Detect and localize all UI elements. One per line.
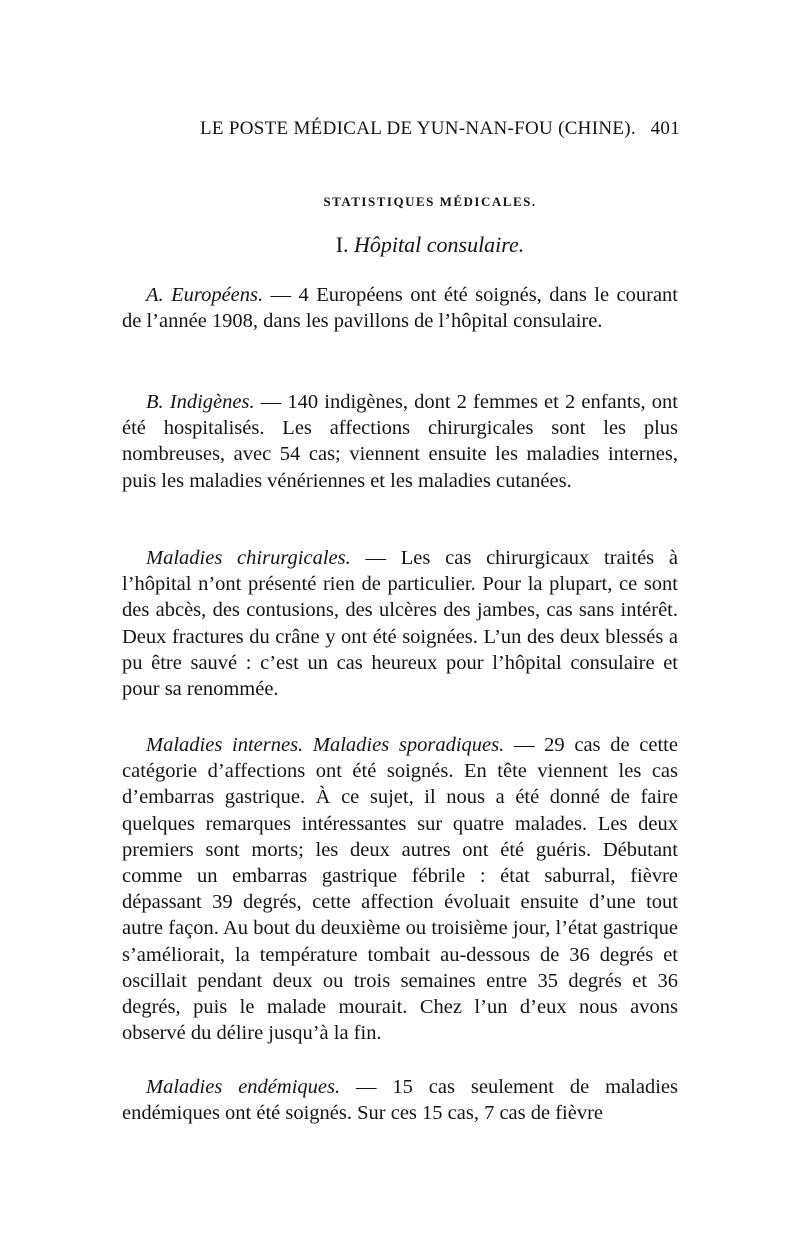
sub-heading xyxy=(0,232,800,258)
paragraph-label: Maladies internes. Maladies sporadiques. xyxy=(146,734,505,756)
paragraph-label: A. Européens. xyxy=(146,284,264,306)
paragraph-label: B. Indigènes. xyxy=(146,391,255,413)
paragraph-maladies-endemiques xyxy=(122,1074,678,1126)
paragraph-text: — 140 indigènes, dont 2 femmes et 2 enfants, ont été hospitalisés. Les affections chirurgicales sont les plus nombreuses, avec 54 cas; viennent ensuite les maladies internes, puis les maladies vénériennes et les maladies cutanées. xyxy=(122,391,678,492)
paragraph-text: — 29 cas de cette catégorie d’affections ont été soignés. En tête viennent les cas d’embarras gastrique. À ce sujet, il nous a été donné de faire quelques remarques intéressantes sur quatre malades. Les deux premiers sont morts; les deux autres ont été guéris. Débutant comme un embarras gastrique fébrile : état saburral, fièvre dépassant 39 degrés, cette affection évoluait ensuite d’une tout autre façon. Au bout du deuxième ou troisième jour, l’état gastrique s’améliorait, la température tombait au-dessous de 36 degrés et oscillait pendant deux ou trois semaines entre 35 degrés et 36 degrés, puis le malade mourait. Chez l’un d’eux nous avons observé du délire jusqu’à la fin. xyxy=(122,734,678,1045)
running-title: LE POSTE MÉDICAL DE YUN-NAN-FOU (CHINE). xyxy=(200,118,636,139)
paragraph-text: — Les cas chirurgicaux traités à l’hôpital n’ont présenté rien de particulier. Pour la plupart, ce sont des abcès, des contusions, des ulcères des jambes, cas sans intérêt. Deux fractures du crâne y ont été soignées. L’un des deux blessés a pu être sauvé : c’est un cas heureux pour l’hôpital consulaire et pour sa renommée. xyxy=(122,547,678,701)
paragraph-maladies-internes xyxy=(122,732,678,1046)
running-header xyxy=(200,118,680,140)
paragraph-label: Maladies chirurgicales. xyxy=(146,547,351,569)
page-number: 401 xyxy=(650,118,680,139)
sub-heading-number: I. xyxy=(335,232,349,257)
section-heading: STATISTIQUES MÉDICALES. xyxy=(323,194,537,209)
paragraph-maladies-chirurgicales xyxy=(122,545,678,702)
paragraph-text: — 15 cas seulement de maladies endémiques ont été soignés. Sur ces 15 cas, 7 cas de fièvre xyxy=(122,1076,678,1125)
paragraph-text: — 4 Européens ont été soignés, dans le courant de l’année 1908, dans les pavillons de l’hôpital consulaire. xyxy=(122,284,678,333)
paragraph-label: Maladies endémiques. xyxy=(146,1076,341,1098)
sub-heading-title: Hôpital consulaire. xyxy=(354,232,525,257)
paragraph-indigenes xyxy=(122,389,678,494)
paragraph-europeens xyxy=(122,282,678,334)
